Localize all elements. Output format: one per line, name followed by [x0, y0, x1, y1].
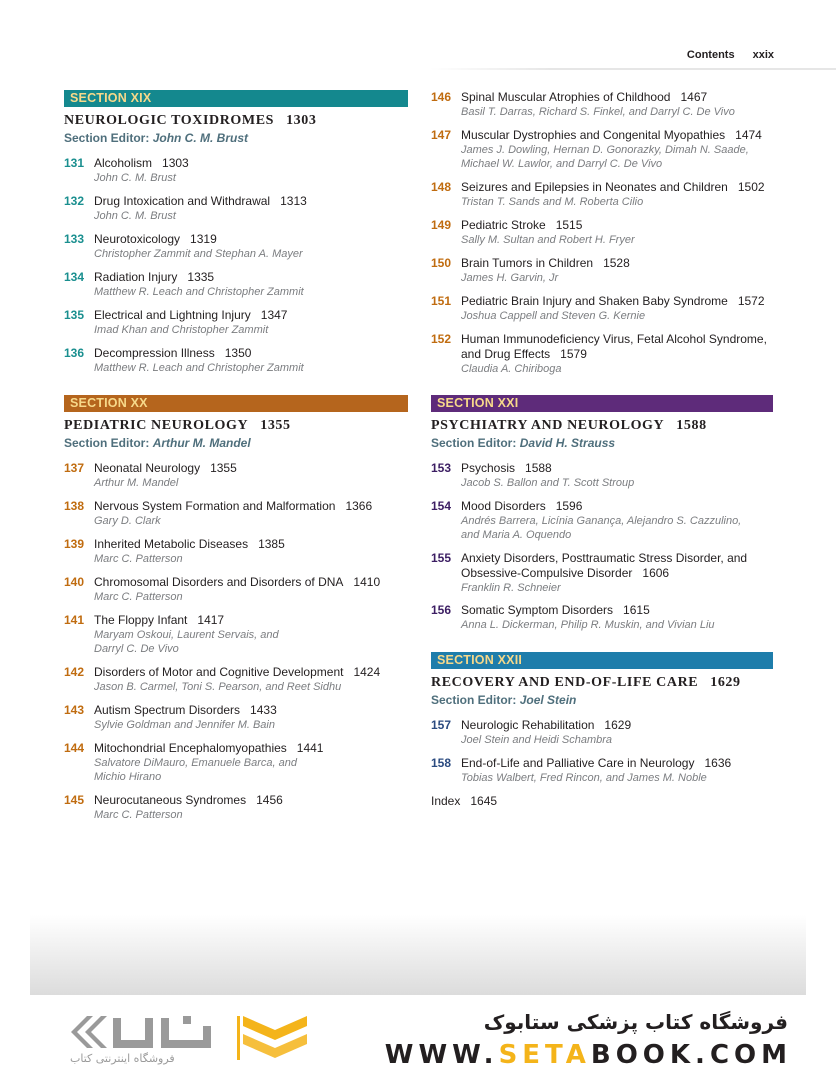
chapter-authors: Andrés Barrera, Licínia Ganança, Alejandro S. Cazzulino, — [461, 515, 742, 527]
right-column — [431, 90, 773, 808]
section-xxii-title — [431, 675, 773, 691]
chapter-authors: Sally M. Sultan and Robert H. Fryer — [461, 234, 635, 246]
chapter-title-text: Pediatric Stroke — [461, 218, 546, 232]
running-head-label: Contents — [686, 49, 735, 61]
chapter-authors: Franklin R. Schneier — [461, 582, 561, 594]
section-xx-title — [64, 418, 408, 434]
chapter-number: 131 — [64, 156, 85, 170]
chapter-page: 1417 — [197, 613, 225, 627]
chapter-number: 136 — [64, 346, 85, 360]
chapter-148[interactable] — [431, 180, 773, 218]
chapter-authors: James J. Dowling, Hernan D. Gonorazky, Dimah N. Saade, — [461, 144, 749, 156]
chapter-title-text: Psychosis — [461, 461, 516, 475]
chapter-139[interactable] — [64, 537, 408, 575]
chapter-131[interactable] — [64, 156, 408, 194]
chapter-page: 1303 — [162, 156, 189, 170]
chapter-page: 1410 — [353, 575, 381, 589]
section-xix-editor — [64, 131, 408, 145]
chapter-title-text: Electrical and Lightning Injury — [94, 308, 251, 322]
chapter-page: 1615 — [623, 603, 650, 617]
chapter-134[interactable] — [64, 270, 408, 308]
chapter-title-text: Seizures and Epilepsies in Neonates and Children — [461, 180, 728, 194]
chapter-title — [94, 793, 408, 808]
chapter-title — [461, 756, 773, 771]
chapter-authors: Matthew R. Leach and Christopher Zammit — [94, 286, 304, 298]
chapter-title-text: Neurotoxicology — [94, 232, 181, 246]
chapter-title-text: Pediatric Brain Injury and Shaken Baby Syndrome — [461, 294, 728, 308]
index-label: Index — [431, 794, 461, 808]
chapter-title — [94, 270, 408, 285]
chapter-authors: Sylvie Goldman and Jennifer M. Bain — [94, 719, 275, 731]
chapter-page: 1606 — [642, 566, 670, 580]
chapter-152[interactable] — [431, 332, 773, 384]
chapter-title-text: The Floppy Infant — [94, 613, 188, 627]
chapter-title — [94, 613, 408, 628]
url-accent: SETA — [498, 1040, 591, 1070]
section-xxii-chapters — [431, 718, 773, 794]
index-page: 1645 — [470, 794, 498, 808]
chapter-page: 1467 — [680, 90, 708, 104]
chapter-number: 149 — [431, 218, 452, 232]
chapter-141[interactable] — [64, 613, 408, 665]
chapter-number: 152 — [431, 332, 452, 346]
chapter-158[interactable] — [431, 756, 773, 794]
chapter-title — [461, 180, 773, 195]
left-column — [64, 90, 408, 831]
chapter-number: 143 — [64, 703, 85, 717]
chapter-authors: John C. M. Brust — [94, 172, 176, 184]
section-xix-title — [64, 113, 408, 129]
chapter-number: 153 — [431, 461, 452, 475]
chapter-146[interactable] — [431, 90, 773, 128]
chapter-page: 1366 — [345, 499, 373, 513]
chapter-number: 138 — [64, 499, 85, 513]
chapter-number: 157 — [431, 718, 452, 732]
chapter-title-text: Mitochondrial Encephalomyopathies — [94, 741, 287, 755]
editor-prefix: Section Editor: — [431, 436, 517, 450]
store-name-persian: فروشگاه کتاب پزشکی ستابوک — [483, 1010, 788, 1034]
chapter-title — [94, 703, 408, 718]
chapter-number: 146 — [431, 90, 452, 104]
chapter-title-text: and Drug Effects — [461, 347, 551, 361]
chapter-number: 144 — [64, 741, 85, 755]
chapter-page: 1347 — [260, 308, 288, 322]
chapter-155[interactable] — [431, 551, 773, 603]
chapter-title-text: Disorders of Motor and Cognitive Development — [94, 665, 344, 679]
chapter-title-cont — [461, 566, 773, 581]
store-url[interactable] — [385, 1040, 792, 1070]
chapter-page: 1528 — [603, 256, 630, 270]
editor-name: David H. Strauss — [519, 436, 616, 450]
chapter-authors-cont: Darryl C. De Vivo — [94, 643, 179, 655]
chapter-title — [94, 308, 408, 323]
editor-prefix: Section Editor: — [64, 436, 150, 450]
chapter-authors: Joel Stein and Heidi Schambra — [461, 734, 613, 746]
chapter-number: 140 — [64, 575, 85, 589]
section-xxi-editor — [431, 436, 773, 450]
logo-wordmark-icon — [113, 1016, 211, 1048]
chapter-page: 1636 — [704, 756, 732, 770]
editor-name: Arthur M. Mandel — [152, 436, 251, 450]
chapter-authors: Marc C. Patterson — [94, 591, 183, 603]
chapter-number: 155 — [431, 551, 452, 565]
chapter-authors: Claudia A. Chiriboga — [461, 363, 562, 375]
chapter-title — [461, 218, 773, 233]
chapter-authors: Jason B. Carmel, Toni S. Pearson, and Reet Sidhu — [94, 681, 342, 693]
chapter-authors: Salvatore DiMauro, Emanuele Barca, and — [94, 757, 297, 769]
chapter-title-text: Neurologic Rehabilitation — [461, 718, 595, 732]
editor-prefix: Section Editor: — [64, 131, 150, 145]
chapter-151[interactable] — [431, 294, 773, 332]
chapter-153[interactable] — [431, 461, 773, 499]
chapter-title — [94, 499, 408, 514]
chapter-title-text: Autism Spectrum Disorders — [94, 703, 241, 717]
section-xx-bar: SECTION XX — [64, 395, 408, 412]
chapter-title — [461, 128, 773, 143]
chapter-page: 1350 — [224, 346, 252, 360]
chapter-title-text: Spinal Muscular Atrophies of Childhood — [461, 90, 671, 104]
chapter-title — [94, 461, 408, 476]
chapter-title-text: Chromosomal Disorders and Disorders of DNA — [94, 575, 344, 589]
chapter-title-text: Muscular Dystrophies and Congenital Myopathies — [461, 128, 726, 142]
section-xix-chapters — [64, 156, 408, 384]
chapter-135[interactable] — [64, 308, 408, 346]
logo-caption: فروشگاه اینترنتی کتاب — [70, 1052, 175, 1065]
chapter-number: 150 — [431, 256, 452, 270]
chapter-number: 134 — [64, 270, 85, 284]
chapter-authors-cont: Michael W. Lawlor, and Darryl C. De Vivo — [461, 158, 663, 170]
chapter-page: 1456 — [256, 793, 283, 807]
chapter-number: 133 — [64, 232, 85, 246]
chapter-title-text: Obsessive-Compulsive Disorder — [461, 566, 633, 580]
logo-book-icon — [237, 1016, 307, 1060]
chapter-page: 1313 — [280, 194, 307, 208]
chapter-authors: Imad Khan and Christopher Zammit — [94, 324, 269, 336]
chapter-authors-cont: and Maria A. Oquendo — [461, 529, 572, 541]
section-xxi-chapters — [431, 461, 773, 641]
chapter-title-text: Drug Intoxication and Withdrawal — [94, 194, 271, 208]
chapter-page: 1433 — [250, 703, 277, 717]
chapter-page: 1385 — [258, 537, 285, 551]
chapter-number: 137 — [64, 461, 85, 475]
editor-name: John C. M. Brust — [152, 131, 249, 145]
chapter-149[interactable] — [431, 218, 773, 256]
chapter-number: 148 — [431, 180, 452, 194]
footer-fade — [30, 915, 806, 995]
chapter-title — [94, 665, 408, 680]
section-title-page: 1355 — [260, 418, 291, 433]
chapter-page: 1572 — [737, 294, 765, 308]
chapter-title-text: Nervous System Formation and Malformation — [94, 499, 336, 513]
chapter-138[interactable] — [64, 499, 408, 537]
section-title-text: PEDIATRIC NEUROLOGY — [64, 418, 249, 433]
chapter-title-text: Somatic Symptom Disorders — [461, 603, 614, 617]
chapter-page: 1596 — [555, 499, 583, 513]
section-xx-editor — [64, 436, 408, 450]
chapter-133[interactable] — [64, 232, 408, 270]
chapter-number: 141 — [64, 613, 85, 627]
chapter-authors: Marc C. Patterson — [94, 553, 183, 565]
chapter-authors: Christopher Zammit and Stephan A. Mayer — [94, 248, 303, 260]
chapter-150[interactable] — [431, 256, 773, 294]
chapter-title — [461, 499, 773, 514]
chapter-page: 1424 — [353, 665, 381, 679]
chapter-title — [461, 90, 773, 105]
chapter-page: 1515 — [555, 218, 583, 232]
chapter-page: 1629 — [604, 718, 632, 732]
chapter-145[interactable] — [64, 793, 408, 831]
chapter-147[interactable] — [431, 128, 773, 180]
section-xxii-editor — [431, 693, 773, 707]
chapter-authors: Tristan T. Sands and M. Roberta Cilio — [461, 196, 644, 208]
chapter-number: 147 — [431, 128, 452, 142]
chapter-title: Human Immunodeficiency Virus, Fetal Alcohol Syndrome, — [461, 332, 767, 346]
index-entry[interactable] — [431, 794, 773, 808]
header-rule — [430, 68, 836, 70]
chapter-title-text: Inherited Metabolic Diseases — [94, 537, 249, 551]
chapter-156[interactable] — [431, 603, 773, 641]
section-xxi-bar: SECTION XXI — [431, 395, 773, 412]
chapter-number: 154 — [431, 499, 452, 513]
section-title-page: 1629 — [710, 675, 741, 690]
chapter-authors: Arthur M. Mandel — [94, 477, 179, 489]
chapter-authors: Tobias Walbert, Fred Rincon, and James M. Noble — [461, 772, 707, 784]
chapter-140[interactable] — [64, 575, 408, 613]
chapter-title — [94, 537, 408, 552]
section-xxii-bar: SECTION XXII — [431, 652, 773, 669]
chapter-title-text: End-of-Life and Palliative Care in Neurology — [461, 756, 695, 770]
section-xix-bar: SECTION XIX — [64, 90, 408, 107]
section-xx-chapters-right — [431, 90, 773, 384]
chapter-title — [461, 294, 773, 309]
section-title-page: 1303 — [286, 113, 317, 128]
url-suffix: BOOK.COM — [590, 1040, 792, 1070]
chapter-number: 156 — [431, 603, 452, 617]
chapter-title — [94, 346, 408, 361]
chapter-144[interactable] — [64, 741, 408, 793]
chapter-authors: Maryam Oskoui, Laurent Servais, and — [94, 629, 279, 641]
logo-chevrons-icon — [71, 1016, 107, 1048]
chapter-authors: Gary D. Clark — [94, 515, 161, 527]
chapter-authors-cont: Michio Hirano — [94, 771, 162, 783]
chapter-136[interactable] — [64, 346, 408, 384]
chapter-authors: Joshua Cappell and Steven G. Kernie — [461, 310, 646, 322]
chapter-title — [94, 156, 408, 171]
running-head-page: xxix — [752, 49, 774, 61]
chapter-title-text: Neurocutaneous Syndromes — [94, 793, 247, 807]
chapter-authors: Basil T. Darras, Richard S. Finkel, and Darryl C. De Vivo — [461, 106, 735, 118]
chapter-title: Anxiety Disorders, Posttraumatic Stress Disorder, and — [461, 551, 748, 565]
chapter-page: 1441 — [296, 741, 324, 755]
chapter-title — [94, 194, 408, 209]
chapter-authors: Matthew R. Leach and Christopher Zammit — [94, 362, 304, 374]
chapter-title-text: Mood Disorders — [461, 499, 546, 513]
chapter-page: 1319 — [190, 232, 217, 246]
section-title-text: PSYCHIATRY AND NEUROLOGY — [431, 418, 665, 433]
chapter-title-text: Radiation Injury — [94, 270, 178, 284]
chapter-number: 135 — [64, 308, 85, 322]
chapter-authors: James H. Garvin, Jr — [461, 272, 559, 284]
chapter-title-text: Alcoholism — [94, 156, 153, 170]
chapter-title — [94, 232, 408, 247]
chapter-number: 145 — [64, 793, 85, 807]
chapter-page: 1579 — [560, 347, 587, 361]
section-title-page: 1588 — [676, 418, 707, 433]
chapter-142[interactable] — [64, 665, 408, 703]
chapter-number: 139 — [64, 537, 85, 551]
chapter-title — [461, 718, 773, 733]
chapter-number: 132 — [64, 194, 85, 208]
chapter-title — [461, 461, 773, 476]
chapter-title — [461, 603, 773, 618]
chapter-authors: Marc C. Patterson — [94, 809, 183, 821]
chapter-143[interactable] — [64, 703, 408, 741]
url-prefix: WWW. — [384, 1040, 499, 1070]
chapter-title — [461, 256, 773, 271]
chapter-137[interactable] — [64, 461, 408, 499]
section-title-text: RECOVERY AND END-OF-LIFE CARE — [431, 675, 699, 690]
chapter-number: 142 — [64, 665, 85, 679]
section-title-text: NEUROLOGIC TOXIDROMES — [64, 113, 275, 128]
editor-prefix: Section Editor: — [431, 693, 517, 707]
chapter-authors: Jacob S. Ballon and T. Scott Stroup — [461, 477, 635, 489]
chapter-number: 151 — [431, 294, 452, 308]
running-head — [669, 49, 774, 61]
section-xx-chapters-left — [64, 461, 408, 831]
chapter-title-text: Neonatal Neurology — [94, 461, 201, 475]
chapter-title — [94, 741, 408, 756]
chapter-page: 1335 — [187, 270, 215, 284]
chapter-157[interactable] — [431, 718, 773, 756]
chapter-title — [94, 575, 408, 590]
chapter-page: 1474 — [735, 128, 762, 142]
chapter-page: 1355 — [210, 461, 237, 475]
editor-name: Joel Stein — [519, 693, 577, 707]
chapter-title-text: Decompression Illness — [94, 346, 215, 360]
chapter-page: 1588 — [525, 461, 552, 475]
chapter-page: 1502 — [737, 180, 765, 194]
chapter-number: 158 — [431, 756, 452, 770]
chapter-title-text: Brain Tumors in Children — [461, 256, 594, 270]
chapter-title-cont — [461, 347, 773, 362]
chapter-154[interactable] — [431, 499, 773, 551]
chapter-132[interactable] — [64, 194, 408, 232]
chapter-authors: Anna L. Dickerman, Philip R. Muskin, and Vivian Liu — [461, 619, 715, 631]
chapter-authors: John C. M. Brust — [94, 210, 176, 222]
section-xxi-title — [431, 418, 773, 434]
